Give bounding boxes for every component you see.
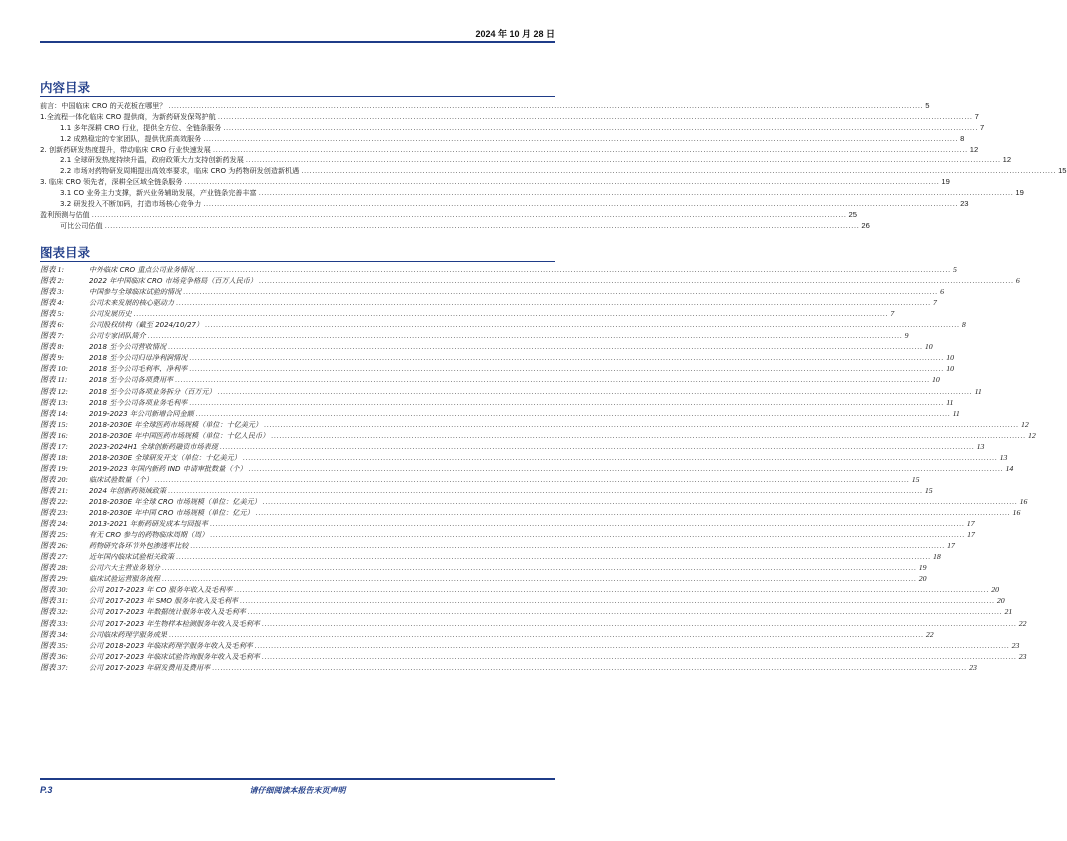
figure-leader-dots	[264, 419, 1019, 430]
figure-entry[interactable]	[40, 297, 937, 308]
figure-entry-number: 图表 12:	[40, 386, 68, 396]
figure-entry-page: 11	[952, 408, 960, 418]
figure-leader-dots	[210, 529, 965, 540]
figure-entry-number: 图表 29:	[40, 574, 68, 584]
toc-entry-text: 2. 创新药研发热度提升，带动临床 CRO 行业快速发展	[40, 144, 211, 154]
figure-entry[interactable]	[40, 430, 1036, 441]
toc-entry-text: 2.2 市场对药物研发周期提出高效率要求，临床 CRO 为药物研发创造新机遇	[60, 166, 300, 176]
figure-leader-dots	[155, 474, 910, 485]
figure-leader-dots	[263, 496, 1018, 507]
figure-entry-number: 图表 10:	[40, 364, 68, 374]
toc-entry[interactable]	[40, 199, 969, 210]
figure-entry[interactable]	[40, 606, 1013, 617]
figure-entry-page: 11	[974, 386, 982, 396]
figure-entry-page: 16	[1019, 496, 1028, 506]
figure-entry-text: 公司专家团队简介	[89, 331, 146, 341]
figure-entry-page: 22	[1018, 618, 1027, 628]
figure-leader-dots	[190, 540, 945, 551]
figure-entry-text: 2018-2030E 全球研发开支（单位：十亿美元）	[89, 452, 241, 462]
figure-entry-page: 17	[967, 530, 975, 540]
figure-entry[interactable]	[40, 452, 1008, 463]
figure-entry-text: 2018-2030E 年全球医药市场规模（单位：十亿美元）	[89, 419, 263, 429]
figure-entry-text: 2019-2023 年国内新药 IND 申请审批数量（个）	[89, 463, 247, 473]
figure-entry-page: 19	[918, 563, 927, 573]
figure-entry-text: 公司发展历史	[89, 309, 132, 319]
figure-entry-page: 6	[1015, 276, 1020, 286]
figure-entry-number: 图表 16:	[40, 430, 68, 440]
figure-entry-text: 2018 至今公司毛利率、净利率	[89, 364, 188, 374]
toc-entry-text: 盈利预测与估值	[40, 209, 90, 219]
figure-leader-dots	[196, 408, 951, 419]
figure-entry-page: 8	[961, 320, 966, 330]
figure-entry[interactable]	[40, 319, 966, 330]
toc-entry-text: 3.2 研发投入不断加码，打造市场核心竞争力	[60, 199, 202, 209]
toc-leader-dots	[301, 166, 1056, 177]
figure-entry-text: 2018 至今公司各项业务毛利率	[89, 397, 188, 407]
header-rule	[40, 41, 555, 43]
figure-entry-number: 图表 18:	[40, 452, 68, 462]
figure-entry[interactable]	[40, 275, 1020, 286]
toc-leader-dots	[259, 188, 1014, 199]
toc-leader-dots	[185, 177, 940, 188]
figure-entry-page: 18	[932, 552, 941, 562]
figure-entry-number: 图表 36:	[40, 651, 68, 661]
figure-entry-page: 17	[947, 541, 955, 551]
toc-entry-page: 23	[960, 199, 969, 209]
figure-leader-dots	[220, 441, 975, 452]
figure-leader-dots	[162, 573, 917, 584]
figure-entry-text: 药物研究各环节外包渗透率比较	[89, 541, 189, 551]
figure-leader-dots	[240, 595, 995, 606]
toc-entry-page: 7	[974, 111, 979, 121]
figure-leader-dots	[255, 640, 1010, 651]
figure-entry[interactable]	[40, 264, 957, 275]
figure-entry-page: 12	[1028, 430, 1036, 440]
figure-entry[interactable]	[40, 386, 982, 397]
toc-entry[interactable]	[40, 101, 930, 112]
toc-entry-page: 8	[960, 133, 965, 143]
figure-leader-dots	[189, 363, 944, 374]
figure-entry-page: 20	[996, 596, 1005, 606]
toc-entry[interactable]	[40, 220, 870, 232]
figure-entry-page: 23	[1018, 651, 1027, 661]
figure-leader-dots	[169, 629, 924, 640]
figure-entry-text: 公司 2017-2023 年 SMO 服务年收入及毛利率	[89, 596, 239, 606]
figure-entry-number: 图表 20:	[40, 474, 68, 484]
figure-entry-number: 图表 34:	[40, 629, 68, 639]
figure-entry-number: 图表 5:	[40, 309, 65, 319]
toc-leader-dots	[213, 145, 968, 156]
figure-entry[interactable]	[40, 474, 920, 485]
toc-leader-dots	[203, 134, 958, 145]
figure-entry-text: 公司股权结构（截至 2024/10/27）	[89, 320, 204, 330]
figures-title-rule	[40, 261, 555, 262]
figure-entry[interactable]	[40, 397, 954, 408]
toc-entry-page: 19	[1015, 188, 1024, 198]
figure-entry-number: 图表 11:	[40, 375, 68, 385]
figure-entry-number: 图表 8:	[40, 342, 65, 352]
figure-entry-page: 23	[969, 662, 977, 672]
figure-entry-number: 图表 9:	[40, 353, 65, 363]
toc-leader-dots	[105, 221, 860, 232]
figure-leader-dots	[249, 463, 1004, 474]
figure-entry-text: 2019-2023 年公司新增合同金额	[89, 408, 194, 418]
toc-entry-text: 前言：中国临床 CRO 的天花板在哪里？	[40, 101, 167, 110]
figure-entry-number: 图表 37:	[40, 662, 68, 672]
figure-entry-page: 9	[904, 331, 909, 341]
figure-entry-text: 2024 年创新药领域政策	[89, 485, 167, 495]
toc-entry-text: 1.全流程一体化临床 CRO 提供商，为新药研发保驾护航	[40, 111, 216, 121]
figure-entry-number: 图表 33:	[40, 618, 68, 628]
figure-entry-number: 图表 7:	[40, 331, 65, 341]
figure-entry-text: 公司 2018-2023 年临床药理学服务年收入及毛利率	[89, 640, 253, 650]
figure-entry[interactable]	[40, 540, 955, 551]
figure-leader-dots	[234, 584, 989, 595]
toc-entry-page: 15	[1058, 166, 1067, 176]
toc-entry[interactable]	[40, 133, 965, 145]
figure-leader-dots	[196, 264, 951, 275]
figure-entry-text: 2023-2024H1 全球创新药融资市场表现	[89, 441, 218, 451]
figure-entry-number: 图表 30:	[40, 585, 68, 595]
figure-leader-dots	[212, 662, 967, 673]
toc-entry[interactable]	[40, 166, 1067, 177]
page-number: P.3	[40, 785, 53, 795]
figure-entry-number: 图表 32:	[40, 607, 68, 617]
figure-entry-number: 图表 6:	[40, 320, 65, 330]
figure-entry-page: 10	[946, 353, 954, 363]
toc-entry[interactable]	[40, 111, 979, 123]
figure-entry-number: 图表 25:	[40, 530, 68, 540]
figure-entry[interactable]	[40, 651, 1027, 662]
toc-entry[interactable]	[40, 188, 1024, 199]
toc-entry-page: 12	[1002, 155, 1012, 165]
figure-entry-text: 2022 年中国临床 CRO 市场竞争格局（百万人民币）	[89, 276, 257, 286]
figure-entry[interactable]	[40, 640, 1020, 651]
figure-entry-number: 图表 19:	[40, 463, 68, 473]
figure-entry-number: 图表 13:	[40, 397, 68, 407]
figure-entry[interactable]	[40, 618, 1027, 629]
toc-entry-text: 1.2 成熟稳定的专家团队，提供优质高效服务	[60, 133, 202, 143]
figure-entry-page: 23	[1011, 640, 1020, 650]
figure-entry-page: 11	[946, 397, 954, 407]
figure-entry[interactable]	[40, 286, 944, 297]
figure-entry-page: 13	[976, 441, 985, 451]
figure-leader-dots	[162, 562, 917, 573]
toc-leader-dots	[92, 210, 847, 221]
figure-entry-page: 10	[924, 342, 933, 352]
figure-entry[interactable]	[40, 463, 1014, 474]
toc-entry-text: 3. 临床 CRO 领先者，深耕全区域全链条服务	[40, 177, 183, 187]
figures-list	[40, 264, 1036, 673]
figure-entry-page: 14	[1005, 463, 1014, 473]
figure-entry[interactable]	[40, 341, 933, 352]
figure-entry-text: 2018 至今公司各项费用率	[89, 375, 174, 385]
figure-entry-text: 临床试验数量（个）	[89, 474, 153, 484]
figure-entry-number: 图表 14:	[40, 408, 68, 418]
figure-entry-text: 2018 至今公司归母净利润情况	[89, 353, 188, 363]
figure-entry[interactable]	[40, 562, 927, 573]
figure-entry-page: 22	[925, 629, 934, 639]
figure-entry-number: 图表 1:	[40, 265, 65, 274]
figure-leader-dots	[243, 452, 998, 463]
figure-leader-dots	[168, 341, 923, 352]
figure-entry-number: 图表 2:	[40, 276, 65, 286]
toc-list	[40, 101, 1067, 232]
figure-entry-page: 15	[911, 474, 920, 484]
figure-leader-dots	[148, 330, 903, 341]
figure-entry-page: 12	[1020, 419, 1029, 429]
toc-entry-text: 2.1 全球研发热度持续升温，政府政策大力支持创新药发展	[60, 155, 244, 165]
figure-entry[interactable]	[40, 584, 999, 595]
toc-entry[interactable]	[40, 209, 857, 221]
figure-entry-page: 17	[966, 519, 975, 529]
figure-entry[interactable]	[40, 595, 1005, 606]
figure-entry[interactable]	[40, 496, 1028, 507]
figure-entry-page: 20	[918, 574, 927, 584]
figure-entry[interactable]	[40, 573, 927, 584]
toc-entry-text: 1.1 多年深耕 CRO 行业，提供全方位、全链条服务	[60, 122, 222, 132]
figure-entry-number: 图表 26:	[40, 541, 68, 551]
figure-entry[interactable]	[40, 352, 954, 363]
figure-entry-number: 图表 22:	[40, 496, 68, 506]
report-date: 2024 年 10 月 28 日	[475, 29, 555, 39]
figure-entry-text: 公司 2017-2023 年生物样本检测服务年收入及毛利率	[89, 618, 260, 628]
toc-entry-text: 可比公司估值	[60, 220, 103, 230]
figure-entry[interactable]	[40, 374, 940, 385]
figure-entry[interactable]	[40, 441, 985, 452]
figure-leader-dots	[248, 606, 1003, 617]
figure-entry[interactable]	[40, 507, 1021, 518]
figure-entry-page: 10	[932, 375, 940, 385]
figure-entry-text: 公司 2017-2023 年 CO 服务年收入及毛利率	[89, 585, 233, 595]
toc-title: 内容目录	[40, 80, 91, 95]
figure-entry-number: 图表 15:	[40, 419, 68, 429]
figure-leader-dots	[176, 551, 931, 562]
figure-leader-dots	[175, 374, 930, 385]
figure-entry-page: 13	[999, 452, 1008, 462]
figure-entry-text: 临床试验运营服务流程	[89, 574, 160, 584]
figure-entry[interactable]	[40, 518, 975, 529]
figure-leader-dots	[205, 319, 960, 330]
figure-entry-page: 5	[952, 265, 957, 274]
figure-entry-text: 2013-2021 年新药研发成本与回报率	[89, 519, 208, 529]
figure-entry-number: 图表 4:	[40, 298, 65, 308]
toc-leader-dots	[246, 155, 1001, 166]
figure-entry-text: 近年国内临床试验相关政策	[89, 552, 175, 562]
figure-entry[interactable]	[40, 408, 960, 419]
figure-entry-number: 图表 21:	[40, 485, 68, 495]
figure-leader-dots	[271, 430, 1026, 441]
figure-entry-number: 图表 17:	[40, 441, 68, 451]
figure-entry-text: 有无 CRO 参与的药物临床周期（周）	[89, 530, 209, 540]
figure-leader-dots	[168, 485, 923, 496]
toc-leader-dots	[223, 123, 978, 134]
figure-entry-text: 公司临床药理学服务成果	[89, 629, 168, 639]
figure-entry-text: 2018-2030E 年中国医药市场规模（单位：十亿人民币）	[89, 430, 270, 440]
figure-entry-page: 6	[940, 287, 944, 297]
figure-entry-text: 中外临床 CRO 重点公司业务情况	[89, 265, 195, 274]
figure-entry-text: 2018 至今公司营收情况	[89, 342, 167, 352]
figure-entry-text: 2018-2030E 年全球 CRO 市场规模（单位：亿美元）	[89, 496, 261, 506]
figure-leader-dots	[262, 651, 1017, 662]
figure-entry-text: 2018 至今公司各项业务拆分（百万元）	[89, 386, 216, 396]
toc-entry-page: 7	[980, 122, 985, 132]
toc-entry-page: 5	[925, 101, 930, 110]
figures-title: 图表目录	[40, 245, 91, 260]
figure-leader-dots	[176, 297, 931, 308]
figure-entry[interactable]	[40, 529, 975, 540]
figure-entry-number: 图表 27:	[40, 552, 68, 562]
toc-entry-page: 19	[941, 177, 950, 187]
toc-leader-dots	[203, 199, 958, 210]
figure-leader-dots	[183, 286, 938, 297]
figure-entry-text: 公司未来发展的核心驱动力	[89, 298, 175, 308]
toc-title-rule	[40, 96, 555, 97]
figure-leader-dots	[210, 518, 965, 529]
toc-entry-page: 26	[861, 220, 870, 230]
figure-entry[interactable]	[40, 419, 1029, 430]
toc-entry-text: 3.1 CO 业务主力支撑，新兴业务辅助发展，产业链条完善丰富	[60, 188, 257, 198]
figure-entry-page: 20	[991, 585, 999, 595]
figure-entry-number: 图表 31:	[40, 596, 68, 606]
figure-leader-dots	[189, 397, 944, 408]
figure-leader-dots	[262, 618, 1017, 629]
figure-entry-number: 图表 24:	[40, 519, 68, 529]
figure-entry-number: 图表 3:	[40, 287, 65, 297]
toc-entry[interactable]	[40, 122, 985, 134]
figure-entry-text: 公司 2017-2023 年数据统计服务年收入及毛利率	[89, 607, 246, 617]
figure-leader-dots	[218, 386, 973, 397]
toc-entry-page: 25	[848, 209, 857, 219]
footer-rule	[40, 778, 555, 780]
figure-entry-text: 公司 2017-2023 年临床试验咨询服务年收入及毛利率	[89, 651, 260, 661]
toc-entry[interactable]	[40, 177, 950, 188]
figure-leader-dots	[189, 352, 944, 363]
figure-entry[interactable]	[40, 363, 954, 374]
figure-entry-text: 中国参与全球临床试验的情况	[89, 287, 182, 297]
toc-entry[interactable]	[40, 144, 979, 156]
figure-entry-text: 公司 2017-2023 年研发费用及费用率	[89, 662, 211, 672]
figure-leader-dots	[259, 275, 1014, 286]
figure-entry-text: 公司六大主营业务划分	[89, 563, 160, 573]
figure-entry[interactable]	[40, 629, 934, 640]
figure-leader-dots	[256, 507, 1011, 518]
footer-disclaimer: 请仔细阅读本报告末页声明	[249, 786, 346, 795]
figure-leader-dots	[134, 308, 889, 319]
figure-entry-page: 15	[924, 485, 933, 495]
figure-entry-number: 图表 23:	[40, 508, 68, 518]
toc-leader-dots	[218, 112, 973, 123]
figure-entry-page: 7	[890, 309, 895, 319]
figure-entry[interactable]	[40, 308, 895, 319]
toc-leader-dots	[168, 101, 923, 112]
figure-entry[interactable]	[40, 485, 933, 496]
figure-entry[interactable]	[40, 662, 977, 673]
figure-entry-page: 10	[946, 364, 954, 374]
figure-entry-page: 16	[1012, 508, 1021, 518]
figure-entry-text: 2018-2030E 年中国 CRO 市场规模（单位：亿元）	[89, 508, 254, 518]
toc-entry[interactable]	[40, 155, 1012, 166]
toc-entry-page: 12	[969, 144, 979, 154]
figure-entry[interactable]	[40, 551, 941, 562]
figure-entry-page: 21	[1004, 607, 1013, 617]
figure-entry[interactable]	[40, 330, 909, 341]
figure-entry-number: 图表 28:	[40, 563, 68, 573]
figure-entry-page: 7	[932, 298, 937, 308]
figure-entry-number: 图表 35:	[40, 640, 68, 650]
